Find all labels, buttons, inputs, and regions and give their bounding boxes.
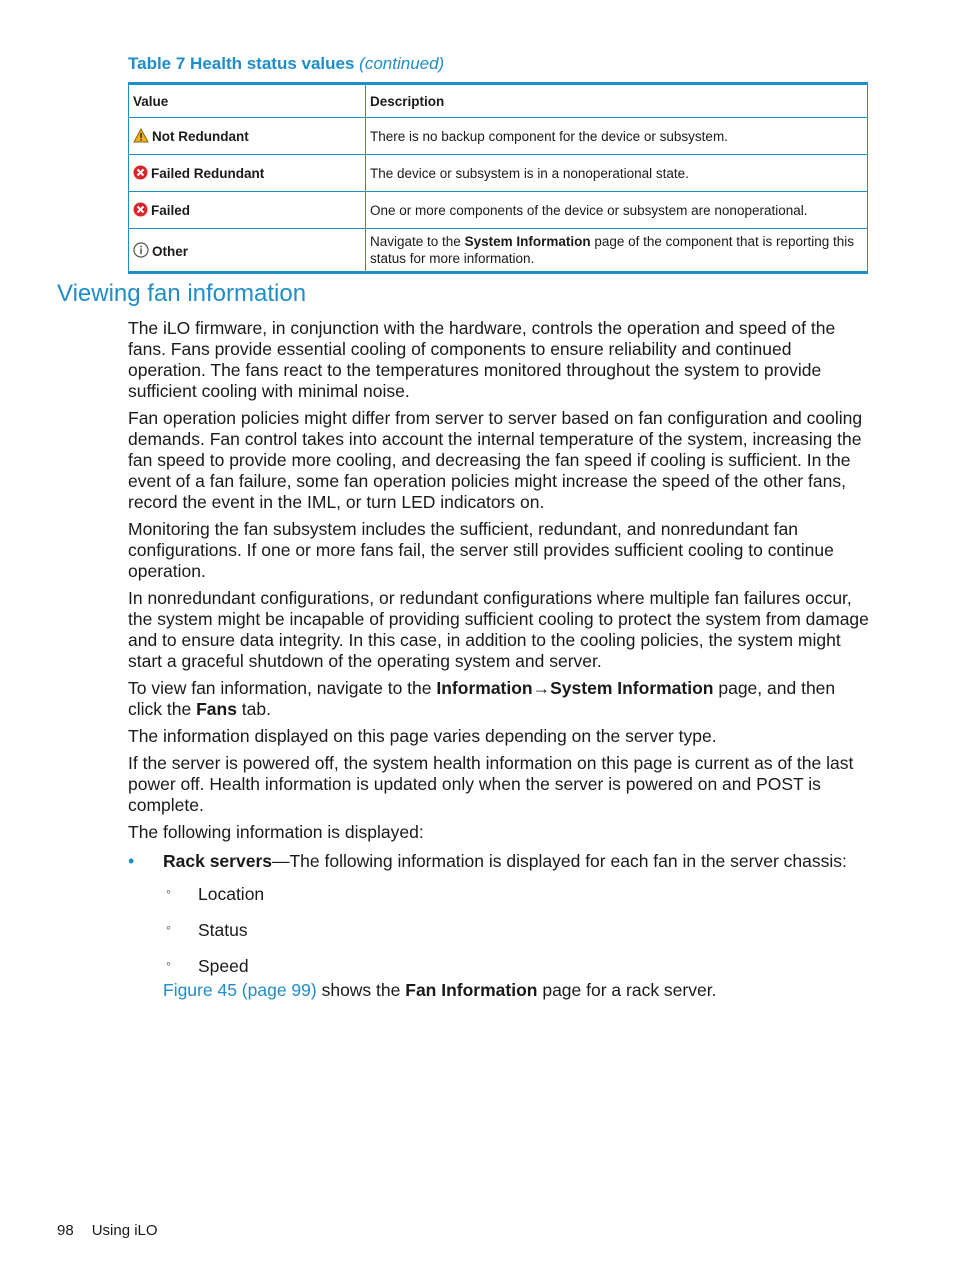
desc-bold: System Information [464, 234, 591, 249]
nav-paragraph [128, 678, 870, 720]
sub-list-item [128, 884, 870, 908]
section-heading: Viewing fan information [57, 280, 307, 307]
nav-information: Information [436, 678, 533, 698]
figure-reference [128, 980, 870, 1001]
failed-icon [133, 202, 148, 220]
page-footer [57, 1222, 158, 1239]
circle-bullet-icon: ◦ [166, 919, 171, 935]
row-description: One or more components of the device or subsystem are nonoperational. [366, 192, 868, 229]
paragraph: The following information is displayed: [128, 822, 424, 842]
page-number: 98 [57, 1222, 74, 1239]
table-row [129, 229, 868, 273]
caption-continued: (continued) [359, 54, 445, 73]
caption-label: Table 7 Health status values [128, 54, 355, 73]
figref-text: page for a rack server. [537, 980, 717, 1000]
failed-icon [133, 165, 148, 183]
sub-list-item [128, 956, 870, 980]
row-value: Failed [151, 203, 191, 218]
nav-text: To view fan information, navigate to the [128, 678, 437, 698]
figref-text: shows the [316, 980, 406, 1000]
warning-icon [133, 128, 149, 146]
sub-item-text: Speed [198, 956, 249, 976]
row-value: Not Redundant [152, 129, 249, 144]
table-row [129, 118, 868, 155]
table-caption [128, 54, 444, 74]
nav-fans: Fans [196, 699, 237, 719]
header-value: Value [129, 84, 366, 118]
info-icon [133, 242, 149, 261]
figref-bold: Fan Information [405, 980, 538, 1000]
circle-bullet-icon: ◦ [166, 955, 171, 971]
row-description: There is no backup component for the device or subsystem. [366, 118, 868, 155]
paragraph: In nonredundant configurations, or redundant configurations where multiple fan failures occur, the system might be incapable of providing sufficient cooling to protect the system from damage and to ensure data integrity. In this case, in addition to the cooling policies, the system might start a graceful shutdown of the operating system and server. [128, 588, 869, 671]
sub-item-text: Location [198, 884, 265, 904]
nav-text: page, and then click the [128, 678, 836, 719]
desc-text: Navigate to the [370, 234, 465, 249]
row-value: Other [152, 243, 189, 259]
bullet-icon: • [128, 851, 135, 871]
paragraph: Fan operation policies might differ from server to server based on fan configuration and cooling demands. Fan control takes into account the internal temperature of the system, increasing the fan speed to provide more cooling, and decreasing the fan speed if cooling is sufficient. In the event of a fan failure, some fan operation policies might increase the speed of the other fans, record the event in the IML, or turn LED indicators on. [128, 408, 863, 512]
desc-text: page of the component that is reporting this status for more information. [370, 234, 855, 266]
arrow-icon: → [532, 678, 551, 698]
table-header-row [129, 84, 868, 118]
row-value: Failed Redundant [151, 166, 265, 181]
list-item [128, 851, 870, 872]
figure-link[interactable]: Figure 45 (page 99) [163, 980, 317, 1000]
section-body [128, 318, 870, 1007]
paragraph: If the server is powered off, the system health information on this page is current as of the last power off. Health information is updated only when the server is powered on and POST is complete. [128, 753, 854, 815]
sub-list-item [128, 920, 870, 944]
circle-bullet-icon: ◦ [166, 883, 171, 899]
row-description: The device or subsystem is in a nonoperational state. [366, 155, 868, 192]
bullet-text: —The following information is displayed for each fan in the server chassis: [271, 851, 847, 871]
paragraph: The iLO firmware, in conjunction with the hardware, controls the operation and speed of the fans. Fans provide essential cooling of components to ensure reliability and continued operation. The fans react to the temperatures monitored throughout the system to provide sufficient cooling with minimal noise. [128, 318, 836, 401]
paragraph: The information displayed on this page varies depending on the server type. [128, 726, 717, 746]
nav-text: tab. [236, 699, 271, 719]
nav-system-information: System Information [550, 678, 714, 698]
bullet-bold: Rack servers [163, 851, 272, 871]
footer-title: Using iLO [91, 1222, 158, 1239]
table-row [129, 155, 868, 192]
header-description: Description [366, 84, 868, 118]
health-status-table [128, 82, 868, 274]
table-row [129, 192, 868, 229]
row-description [366, 229, 868, 273]
paragraph: Monitoring the fan subsystem includes the sufficient, redundant, and nonredundant fan configurations. If one or more fans fail, the server still provides sufficient cooling to continue operation. [128, 519, 834, 581]
sub-item-text: Status [198, 920, 248, 940]
